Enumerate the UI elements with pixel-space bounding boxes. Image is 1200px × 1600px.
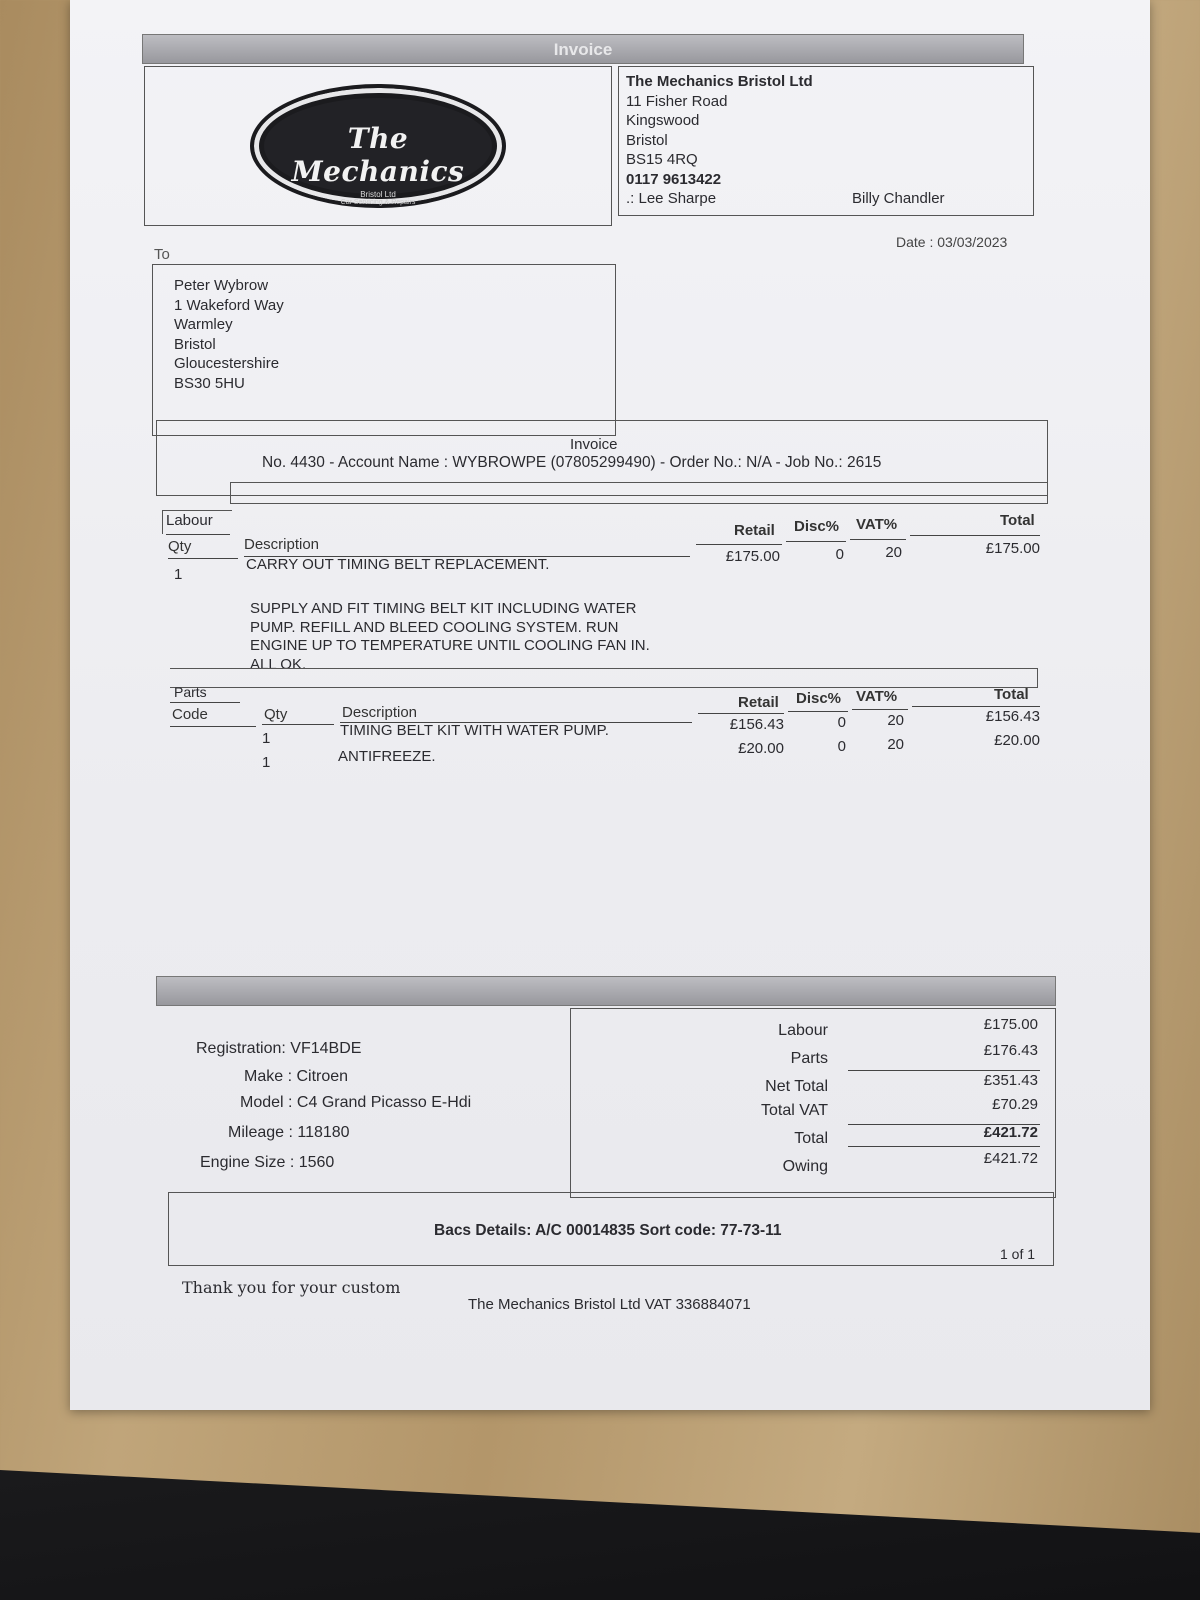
grand-total-value: £421.72 xyxy=(983,1124,1038,1141)
labour-description-header: Description xyxy=(244,536,320,553)
parts-retail-header: Retail xyxy=(738,694,779,711)
model-value: C4 Grand Picasso E-Hdi xyxy=(296,1094,472,1111)
rule xyxy=(788,711,848,712)
mileage-row xyxy=(228,1124,350,1142)
labour-qty: 1 xyxy=(174,566,183,583)
staff-name-2: Billy Chandler xyxy=(852,190,945,207)
rule xyxy=(168,558,238,559)
rule xyxy=(850,539,906,540)
grand-total-label: Total xyxy=(794,1130,828,1147)
page-number: 1 of 1 xyxy=(1000,1246,1036,1262)
net-total-label: Net Total xyxy=(765,1078,828,1095)
company-address-line: Kingswood xyxy=(626,112,700,129)
logo-name: The Mechanics xyxy=(291,122,465,188)
total-vat-label: Total VAT xyxy=(761,1102,828,1119)
rule xyxy=(170,726,256,727)
labour-total-header: Total xyxy=(1000,512,1035,529)
rule xyxy=(910,535,1040,536)
part-disc: 0 xyxy=(837,714,846,731)
part-vat: 20 xyxy=(887,712,904,729)
rule xyxy=(848,1070,1040,1071)
labour-total-label: Labour xyxy=(778,1022,828,1039)
customer-address-line: Warmley xyxy=(174,316,233,333)
rule xyxy=(262,724,334,725)
labour-disc-header: Disc% xyxy=(794,518,840,535)
make-row xyxy=(244,1068,348,1086)
net-total-value: £351.43 xyxy=(983,1072,1038,1089)
staff-name: .: Lee Sharpe xyxy=(626,190,717,207)
labour-description: CARRY OUT TIMING BELT REPLACEMENT. xyxy=(246,556,550,573)
company-details xyxy=(626,72,813,209)
part-description: TIMING BELT KIT WITH WATER PUMP. xyxy=(340,722,609,739)
invoice-date: Date : 03/03/2023 xyxy=(896,234,1008,250)
part-total: £20.00 xyxy=(994,732,1040,749)
engine-label: Engine Size : xyxy=(200,1154,295,1171)
company-logo xyxy=(250,84,506,208)
section-divider xyxy=(230,482,1048,504)
desk-edge xyxy=(0,1470,1200,1600)
registration-value: VF14BDE xyxy=(290,1040,362,1057)
invoice-info-line: No. 4430 - Account Name : WYBROWPE (07805299490) - Order No.: N/A - Job No.: 2615 xyxy=(262,454,882,471)
company-address-line: 11 Fisher Road xyxy=(626,92,728,110)
model-row xyxy=(240,1094,471,1112)
model-label: Model : xyxy=(240,1094,293,1111)
rule xyxy=(696,544,782,545)
labour-note-line: PUMP. REFILL AND BLEED COOLING SYSTEM. RUN xyxy=(250,618,619,636)
part-vat: 20 xyxy=(887,736,904,753)
customer-address-line: Bristol xyxy=(174,335,216,353)
labour-notes xyxy=(250,600,650,674)
registration-row xyxy=(196,1040,361,1058)
part-total: £156.43 xyxy=(985,708,1040,725)
part-retail: £156.43 xyxy=(729,716,784,733)
total-vat-value: £70.29 xyxy=(992,1096,1038,1113)
mileage-value: 118180 xyxy=(297,1124,350,1141)
labour-vat-header: VAT% xyxy=(856,516,898,533)
parts-vat-header: VAT% xyxy=(856,688,898,705)
part-retail: £20.00 xyxy=(738,740,784,757)
mileage-label: Mileage : xyxy=(228,1124,293,1141)
footer-vat: The Mechanics Bristol Ltd VAT 336884071 xyxy=(468,1296,751,1313)
parts-total-header: Total xyxy=(994,686,1029,703)
parts-divider xyxy=(170,668,1038,688)
company-phone: 0117 9613422 xyxy=(626,170,722,188)
customer-address-line: Gloucestershire xyxy=(174,355,280,372)
labour-disc: 0 xyxy=(835,546,844,563)
owing-value: £421.72 xyxy=(983,1150,1038,1167)
parts-qty-header: Qty xyxy=(264,706,288,723)
part-qty: 1 xyxy=(262,754,271,771)
engine-value: 1560 xyxy=(298,1154,335,1171)
parts-description-header: Description xyxy=(342,704,418,721)
rule xyxy=(912,706,1040,707)
customer-address xyxy=(174,276,284,393)
parts-total-value: £176.43 xyxy=(983,1042,1038,1059)
bacs-details: Bacs Details: A/C 00014835 Sort code: 77-73-11 xyxy=(434,1222,782,1239)
company-name: The Mechanics Bristol Ltd xyxy=(626,73,813,90)
parts-section-label: Parts xyxy=(174,684,207,700)
company-address-line: BS15 4RQ xyxy=(626,151,698,168)
engine-row xyxy=(200,1154,334,1172)
summary-bar xyxy=(156,976,1056,1006)
customer-address-line: 1 Wakeford Way xyxy=(174,296,284,314)
rule xyxy=(848,1146,1040,1147)
labour-retail-header: Retail xyxy=(734,522,775,539)
parts-total-label: Parts xyxy=(790,1050,828,1067)
parts-code-header: Code xyxy=(172,706,208,723)
labour-note-line: ALL OK. xyxy=(250,655,307,673)
rule xyxy=(786,541,846,542)
labour-vat: 20 xyxy=(885,544,902,561)
rule xyxy=(698,713,784,714)
logo-sub: Bristol Ltd xyxy=(360,190,396,199)
labour-retail: £175.00 xyxy=(725,548,780,565)
registration-label: Registration: xyxy=(196,1040,286,1057)
customer-name: Peter Wybrow xyxy=(174,277,269,294)
logo-sub2: Car Servicing & Repairs xyxy=(340,199,416,206)
invoice-paper xyxy=(70,0,1150,1410)
part-disc: 0 xyxy=(837,738,846,755)
part-description: ANTIFREEZE. xyxy=(338,748,436,765)
invoice-title: Invoice xyxy=(553,40,613,59)
labour-section-label: Labour xyxy=(166,512,213,529)
owing-label: Owing xyxy=(782,1158,828,1175)
make-value: Citroen xyxy=(296,1068,349,1085)
rule xyxy=(852,709,908,710)
make-label: Make : xyxy=(244,1068,293,1085)
company-address-line: Bristol xyxy=(626,131,668,149)
labour-total: £175.00 xyxy=(985,540,1040,557)
invoice-info-title: Invoice xyxy=(570,436,618,453)
rule xyxy=(166,534,230,535)
rule xyxy=(170,702,240,703)
labour-total-value: £175.00 xyxy=(983,1016,1038,1033)
labour-note-line: SUPPLY AND FIT TIMING BELT KIT INCLUDING WATER xyxy=(250,600,637,617)
parts-disc-header: Disc% xyxy=(796,690,842,707)
part-qty: 1 xyxy=(262,730,271,747)
thanks-message: Thank you for your custom xyxy=(182,1278,401,1297)
to-label: To xyxy=(154,246,170,263)
invoice-title-bar xyxy=(142,34,1024,64)
labour-note-line: ENGINE UP TO TEMPERATURE UNTIL COOLING FAN IN. xyxy=(250,637,650,654)
customer-address-line: BS30 5HU xyxy=(174,374,245,392)
labour-qty-header: Qty xyxy=(168,538,192,555)
